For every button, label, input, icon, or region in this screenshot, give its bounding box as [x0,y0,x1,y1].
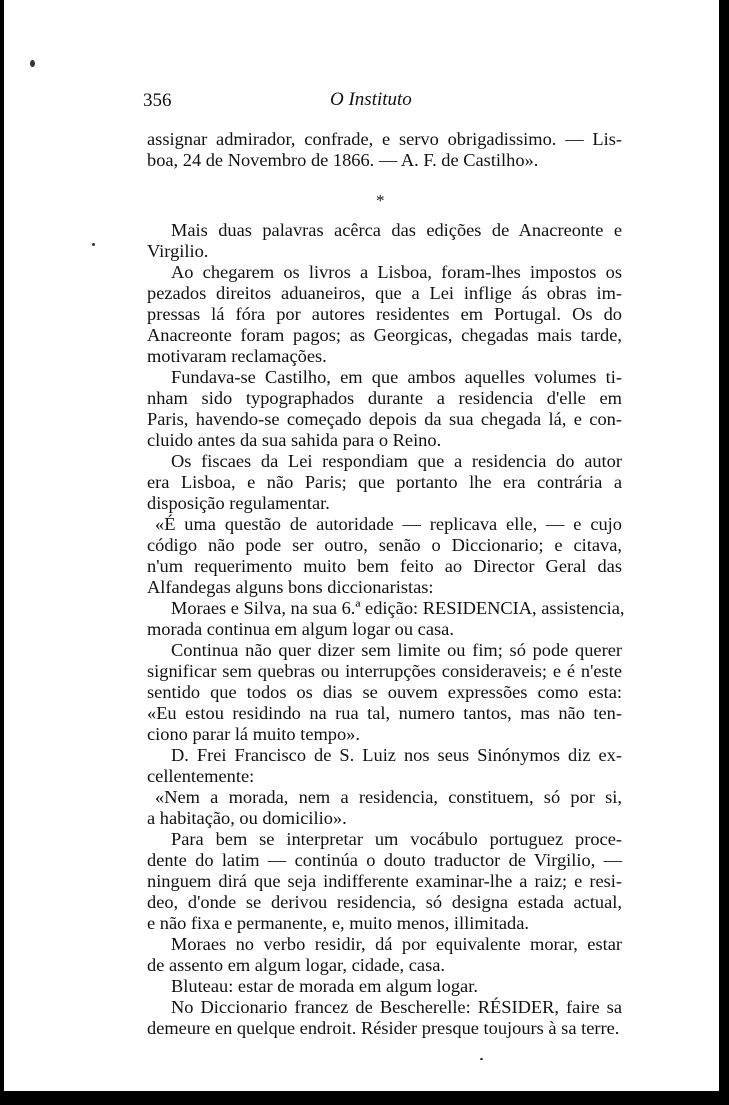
text-line: disposição regulamentar. [147,493,330,513]
running-title: O Instituto [330,89,412,110]
text-line: e não fixa e permanente, e, muito menos, illimitada. [147,913,529,933]
text-line: código não pode ser outro, senão o Diccionario; e citava, [147,535,622,555]
text-line: Virgilio. [147,241,209,261]
text-line: pressas lá fóra por autores residentes em Portugal. Os do [147,304,622,324]
text-line: era Lisboa, e não Paris; que portanto lhe era contrária a [147,472,622,492]
text-line: motivaram reclamações. [147,346,327,366]
closing-paragraph [147,129,622,171]
scan-border-right [719,0,729,1105]
text-line: Continua não quer dizer sem limite ou fim; só pode querer [171,640,622,660]
text-line: ninguem dirá que seja indifferente examinar-lhe a raiz; e resi- [147,871,622,891]
text-line: Os fiscaes da Lei respondiam que a residencia do autor [171,451,622,471]
text-line: cluido antes da sua sahida para o Reino. [147,430,442,450]
text-line: Para bem se interpretar um vocábulo portuguez proce- [171,829,622,849]
text-line: D. Frei Francisco de S. Luiz nos seus Sinónymos diz ex- [171,745,622,765]
text-line: de assento em algum logar, cidade, casa. [147,955,445,975]
text-line: Alfandegas alguns bons diccionaristas: [147,577,434,597]
text-line: assignar admirador, confrade, e servo obrigadissimo. — Lis- [147,129,622,149]
page-number: 356 [143,90,172,111]
text-line: demeure en quelque endroit. Résider presque toujours à sa terre. [147,1018,620,1038]
text-line: sentido que todos os dias se ouvem expressões como esta: [147,682,622,702]
section-separator: * [376,191,385,210]
text-line: Moraes e Silva, na sua 6.ª edição: RESIDENCIA, assistencia, [171,598,625,618]
text-line: boa, 24 de Novembro de 1866. — A. F. de Castilho». [147,150,539,170]
text-line: pezados direitos aduaneiros, que a Lei inflige ás obras im- [147,283,622,303]
scan-speck [30,60,35,67]
text-line: deo, d'onde se derivou residencia, só designa estada actual, [147,892,622,912]
text-line: Fundava-se Castilho, em que ambos aquelles volumes ti- [171,367,622,387]
text-line: Paris, havendo-se começado depois da sua chegada lá, e con- [147,409,622,429]
text-line: morada continua em algum logar ou casa. [147,619,454,639]
text-line: n'um requerimento muito bem feito ao Director Geral das [147,556,622,576]
text-line: cellentemente: [147,766,255,786]
text-line: Anacreonte foram pagos; as Georgicas, chegadas mais tarde, [147,325,622,345]
text-line: ciono parar lá muito tempo». [147,724,360,744]
text-line: Moraes no verbo residir, dá por equivalente morar, estar [171,934,622,954]
text-line: «Nem a morada, nem a residencia, constituem, só por si, [155,787,622,807]
text-line: Mais duas palavras acêrca das edições de Anacreonte e [171,220,622,240]
scan-border-left [0,0,4,1105]
text-line: nham sido typographados durante a residencia d'elle em [147,388,622,408]
text-line: «É uma questão de autoridade — replicava elle, — e cujo [155,514,622,534]
text-line: Bluteau: estar de morada em algum logar. [171,976,478,996]
scan-border-bottom [0,1091,729,1105]
body-text [147,220,625,1039]
text-line: dente do latim — continúa o douto traductor de Virgilio, — [147,850,622,870]
text-line: «Eu estou residindo na rua tal, numero tantos, mas não ten- [147,703,622,723]
text-line: No Diccionario francez de Bescherelle: RÉSIDER, faire sa [171,997,622,1017]
text-line: a habitação, ou domicilio». [147,808,347,828]
text-line: significar sem quebras ou interrupções consideraveis; e é n'este [147,661,622,681]
scan-speck [92,243,95,246]
scan-speck [480,1058,483,1060]
text-line: Ao chegarem os livros a Lisboa, foram-lhes impostos os [171,262,622,282]
